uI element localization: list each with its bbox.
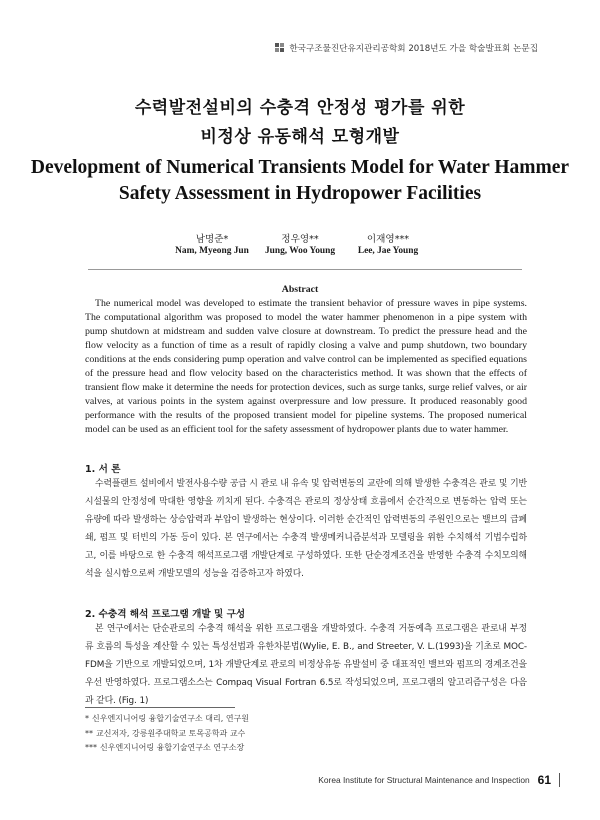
title-korean-line-1: 수력발전설비의 수충격 안정성 평가를 위한 [134, 98, 466, 118]
author-1-english: Nam, Myeong Jun [175, 246, 249, 256]
footer-journal-name: Korea Institute for Structural Maintenance and Inspection [318, 775, 530, 785]
running-header [275, 42, 538, 54]
author-3-english: Lee, Jae Young [357, 246, 419, 256]
section-1-heading: 1. 서 론 [85, 464, 121, 475]
title-korean-line-2: 비정상 유동해석 모형개발 [200, 127, 400, 147]
footnote-3-text: 신우엔지니어링 융합기술연구소 연구소장 [100, 743, 245, 752]
footnotes [85, 712, 385, 756]
page-number: 61 [537, 773, 551, 787]
grid-logo-icon [275, 43, 285, 53]
footnote-2 [85, 727, 385, 742]
footnote-divider [85, 707, 235, 708]
section-2-body: 본 연구에서는 단순관로의 수충격 해석을 위한 프로그램을 개발하였다. 수충격 거동예측 프로그램은 관로내 부정류 흐름의 특성을 계산할 수 있는 특성선법과 유한차분법(Wylie, E. B., and Streeter, V. L.(1993)을 기초로 MOC-FDM을 기반으로 개발되었으며, 1차 개발단계로 관로의 비정상유동 유발설비 중 대표적인 밸브와 펌프의 경계조건을 우선 반영하였다. 프로그램소스는 Compaq Visual Fortran 6.5로 작성되었으며, 프로그램의 알고리즘구성은 다음과 같다. (Fig. 1) [85, 624, 527, 706]
author-2-english: Jung, Woo Young [264, 246, 336, 256]
section-1-body: 수력플랜트 설비에서 발전사용수량 공급 시 관로 내 유속 및 압력변동의 교란에 의해 발생한 수충격은 관로 및 기반시설물의 안정성에 막대한 영향을 끼치게 된다. 수충격은 관로의 정상상태 흐름에서 순간적으로 변동하는 압력 또는 유량에 따라 발생하는 상승압력과 부압이 발생하는 현상이다. 이러한 순간적인 압력변동의 주원인으로는 밸브의 급폐쇄, 펌프 및 터빈의 가동 등이 있다. 본 연구에서는 수충격 발생메커니즘분석과 모델링을 위한 수치해석 기법수립하고, 이를 바탕으로 한 수충격 해석프로그램 개발단계로 구성하였다. 또한 단순경계조건을 반영한 수충격 수치모의해석을 실시함으로써 개발모델의 성능을 검증하고자 하였다. [85, 479, 527, 579]
running-header-text: 한국구조물진단유지관리공학회 2018년도 가을 학술발표회 논문집 [289, 44, 538, 54]
footnote-2-mark: ** [85, 728, 93, 738]
footnote-1 [85, 712, 385, 727]
footnote-2-text: 교신저자, 강릉원주대학교 토목공학과 교수 [96, 728, 246, 738]
header-divider [88, 269, 522, 270]
author-3-korean: 이재영*** [366, 234, 410, 245]
page-footer [318, 773, 560, 787]
author-1-korean: 남명준* [195, 234, 229, 245]
footnote-1-mark: * [85, 714, 89, 723]
title-english-line-2: Safety Assessment in Hydropower Facilities [118, 183, 482, 204]
abstract-heading: Abstract [281, 284, 319, 295]
footnote-1-text: 신우엔지니어링 융합기술연구소 대리, 연구원 [92, 714, 250, 723]
title-english-line-1: Development of Numerical Transients Model for Water Hammer [30, 157, 570, 178]
author-2-korean: 정우영** [281, 234, 319, 245]
section-2-heading: 2. 수충격 해석 프로그램 개발 및 구성 [85, 609, 246, 620]
abstract-body: The numerical model was developed to estimate the transient behavior of pressure waves in pipe systems. The computational algorithm was proposed to model the water hammer phenomenon in a pipe system with pump shutdown at midstream and sudden valve closure at downstream. To predict the pressure head and the flow velocity as a function of time as a result of rapidly closing a valve and pump shutdown, two boundary conditions at the ends considering pump operation and valve control can be implemented as specified equations of the pressure head and flow velocity based on the characteristics method. It was shown that the effects of transient flow make it determine the needs for protection devices, such as surge tanks, surge relief valves, or air valves, at various points in the system against overpressure and low pressure. It produced reasonably good performance with the results of the proposed transient model for pipeline systems. The proposed numerical model can be used as an efficient tool for the safety assessment of hydropower plants due to water hammer. [85, 298, 527, 436]
footnote-3 [85, 741, 385, 756]
authors-korean [0, 231, 600, 245]
authors-english [0, 246, 600, 256]
footnote-3-mark: *** [85, 743, 97, 752]
footer-divider-bar [559, 773, 560, 787]
